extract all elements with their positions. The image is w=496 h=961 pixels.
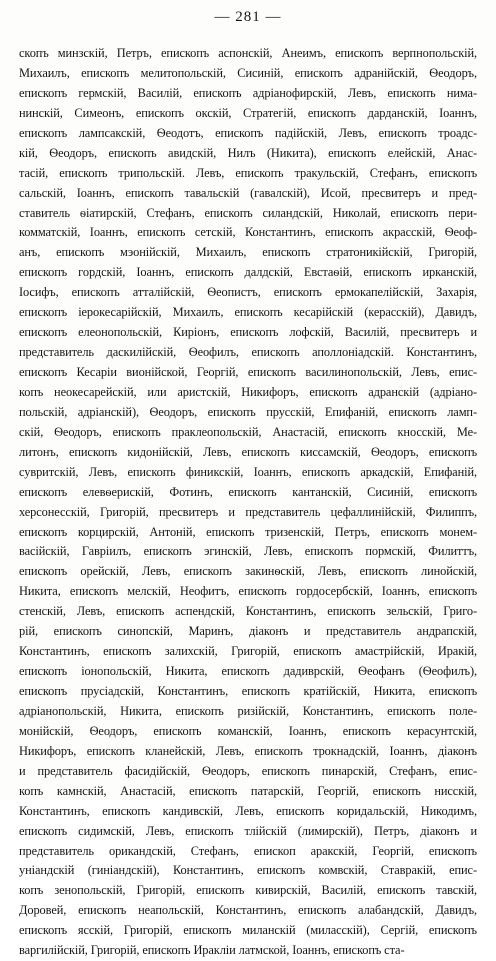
text-line: комматскій, Іоаннъ, епископъ сетскій, Константинъ, епископъ акрасскій, Ѳеоф- xyxy=(19,225,477,240)
text-line: представитель даскилійскій, Ѳеофилъ, епископъ аполлоніадскій. Константинъ, xyxy=(19,345,477,360)
text-line: адріанопольскій, Никита, епископъ ризійскій, Константинъ, епископъ поле- xyxy=(19,703,477,718)
text-line: Константинъ, епископъ залихскій, Григорій, епископъ амастрійскій, Иракій, xyxy=(19,644,477,659)
text-line: Никита, епископъ мелскій, Неофитъ, епископъ гордосербскій, Іоаннъ, епископъ xyxy=(19,584,477,599)
text-line: варгилійскій, Григорій, епископъ Иракліи латмской, Іоаннъ, епископъ ста- xyxy=(19,943,405,958)
text-line: Никифоръ, епископъ кланейскій, Левъ, епископъ трокнадскій, Іоаннъ, діаконъ xyxy=(19,743,477,758)
text-line: епископъ гордскій, Іоаннъ, епископъ далдскій, Евстаѳій, епископъ ирканскій, xyxy=(19,265,477,280)
text-line: копъ зенопольскій, Григорій, епископъ кивирскій, Василій, епископъ тавскій, xyxy=(19,883,477,898)
text-line: уніандскій (гиніандскій), Константинъ, епископъ комвскій, Ставракій, епис- xyxy=(19,863,477,878)
text-line: Іосифъ, епископъ атталійскій, Ѳеопистъ, епископъ ермокапелійскій, Захарія, xyxy=(19,285,477,300)
body-text xyxy=(19,44,477,961)
text-line: епископъ ясскій, Григорій, епископъ миланскій (миласскій), Сергій, епископъ xyxy=(19,923,477,938)
text-line: Михаилъ, епископъ мелитопольскій, Сисиній, епископъ адранійскій, Ѳеодоръ, xyxy=(19,65,477,80)
text-line: анъ, епископъ мэонійскій, Михаилъ, епископъ стратоникійскій, Григорій, xyxy=(19,245,477,260)
text-line: епископъ іерокесарійскій, Михаилъ, епископъ кесарійскій (керасскій), Давидъ, xyxy=(19,305,477,320)
text-line: епископъ орейскій, Левъ, епископъ закинѳскій, Левъ, епископъ линойскій, xyxy=(19,564,477,579)
text-line: стенскій, Левъ, епископъ аспендскій, Константинъ, епископъ зельскій, Григо- xyxy=(19,604,477,619)
text-line: херсонесскій, Григорій, пресвитеръ и представитель цефаллинійскій, Филиппъ, xyxy=(19,504,477,519)
text-line: епископъ елевѳерискій, Фотинъ, епископъ кантанскій, Сисиній, епископъ xyxy=(19,484,477,499)
text-line: епископъ сидимскій, Левъ, епископъ тлійскій (лимирскій), Петръ, діаконъ и xyxy=(19,823,477,838)
text-line: епископъ елеонопольскій, Киріонъ, епископъ лофскій, Василій, пресвитеръ и xyxy=(19,325,477,340)
text-line: рій, епископъ синопскій, Маринъ, діаконъ и представитель андрапскій, xyxy=(19,624,477,639)
text-line: представитель орикандскій, Стефанъ, епископ аракскій, Георгій, епископъ xyxy=(19,843,477,858)
text-line: монійскій, Ѳеодоръ, епископъ команскій, Іоаннъ, епископъ керасунтскій, xyxy=(19,723,477,738)
text-line: литонъ, епископъ кидонійскій, Левъ, епископъ киссамскій, Ѳеодоръ, епископъ xyxy=(19,444,477,459)
text-line: епископъ корцирскій, Антоній, епископъ тризенскій, Петръ, епископъ монем- xyxy=(19,524,477,539)
text-line: ставитель ѳіатирскій, Стефанъ, епископъ силандскій, Николай, епископъ пери- xyxy=(19,205,477,220)
text-line: сальскій, Іоаннъ, епископъ тавальскій (гавалскій), Исой, пресвитеръ и пред- xyxy=(19,185,477,200)
text-line: скій, Ѳеодоръ, епископъ праклеопольскій, Анастасій, епископъ кносскій, Ме- xyxy=(19,424,477,439)
text-line: кій, Ѳеодоръ, епископъ авидскій, Нилъ (Никита), епископъ елейскій, Анас- xyxy=(19,145,477,160)
text-line: Доровей, епископъ неапольскій, Константинъ, епископъ алабандскій, Давидъ, xyxy=(19,903,477,918)
page-number: — 281 — xyxy=(214,9,282,25)
text-line: сувритскій, Левъ, епископъ финикскій, Іоаннъ, епископъ аркадскій, Епифаній, xyxy=(19,464,477,479)
text-line: епископъ Кесаріи вионійской, Георгій, епископъ василинопольскій, Левъ, епис- xyxy=(19,365,477,379)
text-line: скопъ минзскій, Петръ, епископъ аспонскій, Анеимъ, епископъ верпнопольскій, xyxy=(19,46,477,60)
text-line: нинскій, Симеонъ, епископъ окскій, Стратегій, епископъ дарданскій, Іоаннъ, xyxy=(19,105,477,120)
text-line: Константинъ, епископъ кандивскій, Левъ, епископъ коридальскій, Никодимъ, xyxy=(19,803,477,818)
text-line: епископъ гермскій, Василій, епископъ адріанофирскій, Левъ, епископъ нима- xyxy=(19,85,477,100)
text-line: васійскій, Гавріилъ, епископъ эгинскій, Левъ, епископъ пормскій, Филиттъ, xyxy=(19,544,477,559)
text-line: епископъ лампсакскій, Ѳеодотъ, епископъ падійскій, Левъ, епископъ троадс- xyxy=(19,125,477,140)
text-line: польскій, адріанскій), Ѳеодоръ, епископъ прусскій, Епифаній, епископъ ламп- xyxy=(19,404,477,419)
text-line: тасій, епископъ трипольскій. Левъ, епископъ тракульскій, Стефанъ, епископъ xyxy=(19,165,477,180)
text-line: епископъ прусіадскій, Константинъ, епископъ кратійскій, Никита, епископъ xyxy=(19,684,477,698)
text-line: копъ неокесарейскій, или аристскій, Никифоръ, епископъ адранскій (адріано- xyxy=(19,384,477,399)
text-line: копъ камнскій, Анастасій, епископъ патарскій, Георгій, епископъ нисскій, xyxy=(19,783,477,798)
text-line: епископъ іонопольскій, Никита, епископъ дадиврскій, Ѳеофанъ (Ѳеофилъ), xyxy=(19,664,477,679)
text-line: и представитель фасидійскій, Ѳеодоръ, епископъ пинарскій, Стефанъ, епис- xyxy=(19,763,477,778)
